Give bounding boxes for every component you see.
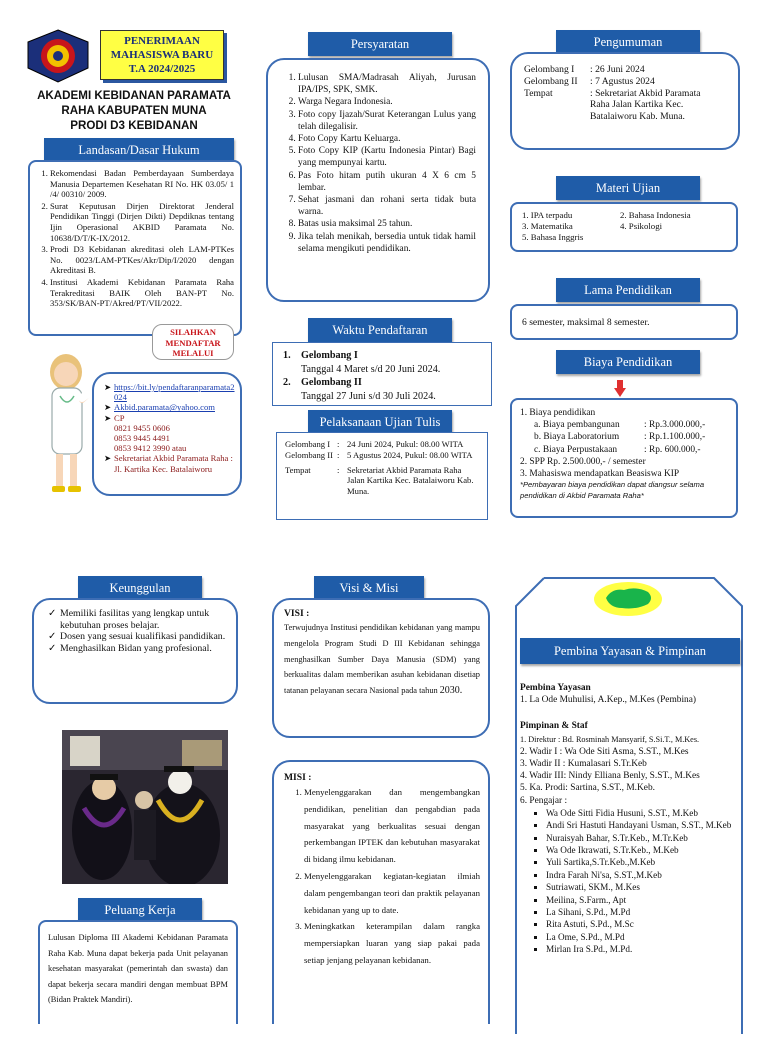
fee-amount: : Rp.1.100.000,- <box>644 432 706 443</box>
arrow-bullet-icon: ➤ <box>104 412 112 423</box>
exam-value: 24 Juni 2024, Pukul: 08.00 WITA <box>347 439 464 449</box>
leadership-content <box>520 682 744 956</box>
lecturer-item: ▪ Meilina, S.Farm., Apt <box>546 894 744 906</box>
check-icon: ✓ <box>48 631 57 643</box>
exam-box: Gelombang I : 24 Juni 2024, Pukul: 08.00 WITA Gelombang II : 5 Agustus 2024, Pukul: 08.00 WITA Tempat : Sekretariat Akbid Paramata Raha Jalan Kartika Kec. Batalaiworu Kab. Muna. <box>276 432 488 520</box>
career-box <box>38 920 238 1024</box>
advantage-item: Memiliki fasilitas yang lengkap untuk kebutuhan proses belajar. <box>60 608 210 631</box>
requirements-header: Persyaratan <box>308 32 452 56</box>
fee-amount: : Rp.3.000.000,- <box>644 420 706 431</box>
visi-text: Terwujudnya Institusi pendidikan kebidanan yang mampu mengelola Program Studi D III Kebidanan sehingga menghasilkan Sumber Daya Manusia (SDM) yang berkualitas dalam memberikan asuhan kebidanan disetiap tatanan pelayanan secara Nasional pada tahun <box>284 623 480 696</box>
requirements-box <box>266 58 490 302</box>
subject-item: 4. Psikologi <box>620 221 663 232</box>
legal-item: 1. Rekomendasi Badan Pemberdayaan Sumberdaya Manusia Departemen Kesehatan RI No. HK 03.05/ 1 /4/ 00310/ 2009. <box>50 168 234 200</box>
legal-header: Landasan/Dasar Hukum <box>44 138 234 162</box>
legal-item: 2. Surat Keputusan Dirjen Direktorat Jenderal Pendidikan Tinggi (Dirjen Dikti) Depdiknas tentang Ijin Operasional AKBID Paramata No. 10638/D/T/K-IX/2012. <box>50 201 234 243</box>
subjects-box <box>510 202 738 252</box>
visi-label: VISI : <box>284 608 310 619</box>
banner-line-2: MAHASISWA BARU <box>110 49 214 61</box>
advantage-item: Menghasilkan Bidan yang profesional. <box>60 642 212 654</box>
subject-item: 5. Bahasa Inggris <box>522 232 584 243</box>
fee-item: c. Biaya Perpustakaan <box>534 444 618 455</box>
exam-header: Pelaksanaan Ujian Tulis <box>308 410 452 434</box>
registration-box: 1. Gelombang I Tanggal 4 Maret s/d 20 Juni 2024. 2. Gelombang II Tanggal 27 Juni s/d 30 Juli 2024. <box>272 342 492 406</box>
staff-item: 1. Direktur : Bd. Rosminah Mansyarif, S.Si.T., M.Kes. <box>520 734 700 744</box>
fee-item: a. Biaya pembangunan <box>534 420 620 431</box>
subject-item: 2. Bahasa Indonesia <box>620 210 691 220</box>
staff-label: Pimpinan & Staf <box>520 721 588 732</box>
arrow-bullet-icon: ➤ <box>104 402 112 413</box>
misi-list <box>284 784 480 969</box>
patron-label: Pembina Yayasan <box>520 683 591 693</box>
misi-label: MISI : <box>284 772 312 783</box>
requirement-item: 6. Pas Foto hitam putih ukuran 4 X 6 cm 5 lembar. <box>298 170 476 194</box>
secretariat-label: Sekretariat Akbid Paramata Raha : <box>114 453 233 464</box>
lecturer-item: ▪ Nuraisyah Bahar, S.Tr.Keb., M.Tr.Keb <box>546 832 744 844</box>
visi-box <box>272 598 490 738</box>
banner-line-1: PENERIMAAN <box>124 35 200 47</box>
wave-2-name: Gelombang II <box>301 377 362 389</box>
speech-line-2: MENDAFTAR <box>165 337 221 348</box>
fees-heading: 1. Biaya pendidikan <box>520 408 596 418</box>
requirement-item: 9. Jika telah menikah, bersedia untuk tidak hamil selama mengikuti pendidikan. <box>298 231 476 255</box>
fee-extra: 2. SPP Rp. 2.500.000,- / semester <box>520 456 646 467</box>
leadership-header: Pembina Yayasan & Pimpinan <box>520 638 740 664</box>
announcement-value: : Sekretariat Akbid Paramata Raha Jalan Kartika Kec. Batalaiworu Kab. Muna. <box>590 87 701 123</box>
announcement-header: Pengumuman <box>556 30 700 54</box>
lecturer-item: ▪ Rita Astuti, S.Pd., M.Sc <box>546 918 744 930</box>
subject-item: 1. IPA terpadu <box>522 210 573 220</box>
lecturer-item: ▪ Andi Sri Hastuti Handayani Usman, S.ST., M.Keb <box>546 819 744 831</box>
fee-item: b. Biaya Laboratorium <box>534 432 620 443</box>
requirement-item: 7. Sehat jasmani dan rohani serta tidak buta warna. <box>298 194 476 218</box>
arrow-bullet-icon: ➤ <box>104 453 112 464</box>
wave-1-dates: Tanggal 4 Maret s/d 20 Juni 2024. <box>301 363 441 375</box>
institution-name <box>24 88 244 133</box>
vm-header: Visi & Misi <box>314 576 424 600</box>
staff-item: 6. Pengajar : <box>520 795 568 806</box>
lecturer-item: ▪ Yuli Sartika,S.Tr.Keb.,M.Keb <box>546 856 744 868</box>
requirement-item: 5. Foto Copy KIP (Kartu Indonesia Pintar) Bagi yang mempunyai kartu. <box>298 145 476 169</box>
institution-line-1: AKADEMI KEBIDANAN PARAMATA <box>37 89 231 102</box>
institution-line-2: RAHA KABUPATEN MUNA <box>61 104 207 117</box>
legal-item: 3. Prodi D3 Kebidanan akreditasi oleh LAM-PTKes No. 0023/LAM-PTKes/Akr/Dip/I/2020 dengan Akreditasi B. <box>50 244 234 276</box>
lecturer-item: ▪ Wa Ode Ikrawati, S.Tr.Keb., M.Keb <box>546 844 744 856</box>
misi-item: 2. Menyelenggarakan kegiatan-kegiatan ilmiah dalam pengembangan teori dan praktik pelayanan kebidanan yang up to date. <box>304 868 480 918</box>
logo <box>26 28 90 84</box>
phone-number: 0821 9455 0606 <box>114 422 170 433</box>
patron-name: 1. La Ode Muhulisi, A.Kep., M.Kes (Pembina) <box>520 695 697 706</box>
exam-label: Gelombang II <box>285 449 333 460</box>
duration-text: 6 semester, maksimal 8 semester. <box>522 317 650 328</box>
advantage-item: Dosen yang sesuai kualifikasi pandidikan. <box>60 631 226 643</box>
lecturer-item: ▪ Mirlan Ira S.Pd., M.Pd. <box>546 943 744 955</box>
registration-header: Waktu Pendaftaran <box>308 318 452 342</box>
requirement-item: 4. Foto Copy Kartu Keluarga. <box>298 133 476 145</box>
exam-value: 5 Agustus 2024, Pukul: 08.00 WITA <box>347 449 473 460</box>
misi-item: 3. Meningkatkan keterampilan dalam rangka mempersiapkan luaran yang siap pakai pada setiap jenjang pelayanan kebidanan. <box>304 918 480 968</box>
announcement-label: Tempat <box>524 87 553 99</box>
fee-extra: 3. Mahasiswa mendapatkan Beasiswa KIP <box>520 469 680 480</box>
requirements-list <box>278 72 476 255</box>
advantages-header: Keunggulan <box>78 576 202 600</box>
visi-year: 2030. <box>439 685 463 697</box>
fees-box <box>510 398 738 518</box>
announcement-value: : 26 Juni 2024 <box>590 64 645 75</box>
down-arrow-icon <box>614 380 626 398</box>
staff-item: 3. Wadir II : Kumalasari S.Tr.Keb <box>520 759 647 770</box>
graduation-photo <box>62 730 228 884</box>
legal-list <box>38 168 234 309</box>
fee-amount: : Rp. 600.000,- <box>644 444 701 455</box>
exam-label: Gelombang I <box>285 439 331 449</box>
career-header: Peluang Kerja <box>78 898 202 922</box>
announcement-label: Gelombang II <box>524 75 578 87</box>
secretariat-address: Jl. Kartika Kec. Batalaiworu <box>114 463 213 474</box>
subjects-header: Materi Ujian <box>556 176 700 200</box>
fees-header: Biaya Pendidikan <box>556 350 700 374</box>
requirement-item: 2. Warga Negara Indonesia. <box>298 96 476 108</box>
legal-box <box>28 160 242 336</box>
speech-bubble <box>152 324 234 360</box>
announcement-box <box>510 52 740 150</box>
contact-box <box>92 372 242 496</box>
staff-item: 5. Ka. Prodi: Sartina, S.ST., M.Keb. <box>520 783 655 794</box>
duration-header: Lama Pendidikan <box>556 278 700 302</box>
exam-label: Tempat <box>285 464 311 475</box>
lecturer-item: ▪ La Sihani, S.Pd., M.Pd <box>546 906 744 918</box>
map-icon <box>592 580 664 618</box>
announcement-value: : 7 Agustus 2024 <box>590 75 655 87</box>
career-text: Lulusan Diploma III Akademi Kebidanan Paramata Raha Kab. Muna dapat bekerja pada Unit pelayanan kesehatan masyarakat (pemerintah dan swasta) dan dapat bekerja secara mandiri dengan membuat BPM (Bidan Praktek Mandiri). <box>48 933 228 1005</box>
registration-link[interactable]: https://bit.ly/pendaftaranparamata2024 <box>114 382 235 403</box>
duration-box <box>510 304 738 340</box>
check-icon: ✓ <box>48 608 57 619</box>
institution-line-3: PRODI D3 KEBIDANAN <box>70 119 198 132</box>
requirement-item: 8. Batas usia maksimal 25 tahun. <box>298 218 476 230</box>
legal-item: 4. Institusi Akademi Kebidanan Paramata Raha Terakreditasi BAIK Oleh BAN-PT No. 353/SK/BAN-PT/Akred/PT/VII/2022. <box>50 277 234 309</box>
exam-value: Sekretariat Akbid Paramata Raha Jalan Kartika Kec. Batalaiworu Kab. Muna. <box>347 464 474 497</box>
check-icon: ✓ <box>48 642 57 654</box>
banner <box>100 30 224 80</box>
lecturer-list <box>520 807 744 956</box>
wave-1-name: Gelombang I <box>301 350 358 361</box>
lecturer-item: ▪ Sutriawati, SKM., M.Kes <box>546 881 744 893</box>
cp-label: CP <box>114 412 125 423</box>
fees-note: *Pembayaran biaya pendidikan dapat diangsur selama pendidikan di Akbid Paramata Raha* <box>520 480 705 500</box>
advantages-box <box>32 598 238 704</box>
staff-item: 4. Wadir III: Nindy Elliana Benly, S.ST., M.Kes <box>520 771 700 782</box>
lecturer-item: ▪ Indra Farah Ni'sa, S.ST.,M.Keb <box>546 869 744 881</box>
lecturer-item: ▪ La Ome, S.Pd., M.Pd <box>546 931 744 943</box>
misi-box <box>272 760 490 1024</box>
phone-number: 0853 9445 4491 <box>114 433 170 444</box>
speech-line-1: SILAHKAN <box>170 327 216 337</box>
announcement-label: Gelombang I <box>524 64 575 75</box>
misi-item: 1. Menyelenggarakan dan mengembangkan pendidikan, penelitian dan pengabdian pada masyarakat yang berkualitas sesuai dengan perkembangan IPTEK dan kebutuhan masyarakat di bidang ilmu kebidanan. <box>304 784 480 868</box>
email-link[interactable]: Akbid.paramata@yahoo.com <box>114 402 215 413</box>
phone-number: 0853 9412 3990 atau <box>114 443 187 454</box>
banner-line-3: T.A 2024/2025 <box>128 63 196 75</box>
staff-item: 2. Wadir I : Wa Ode Siti Asma, S.ST., M.Kes <box>520 746 689 757</box>
lecturer-item: ▪ Wa Ode Sitti Fidia Husuni, S.ST., M.Keb <box>546 807 744 819</box>
arrow-bullet-icon: ➤ <box>104 382 112 392</box>
subject-item: 3. Matematika <box>522 221 573 232</box>
speech-line-3: MELALUI <box>172 348 214 358</box>
requirement-item: 1. Lulusan SMA/Madrasah Aliyah, Jurusan IPA/IPS, SPK, SMK. <box>298 72 476 96</box>
requirement-item: 3. Foto copy Ijazah/Surat Keterangan Lulus yang telah dilegalisir. <box>298 109 476 133</box>
wave-2-dates: Tanggal 27 Juni s/d 30 Juli 2024. <box>301 390 436 402</box>
